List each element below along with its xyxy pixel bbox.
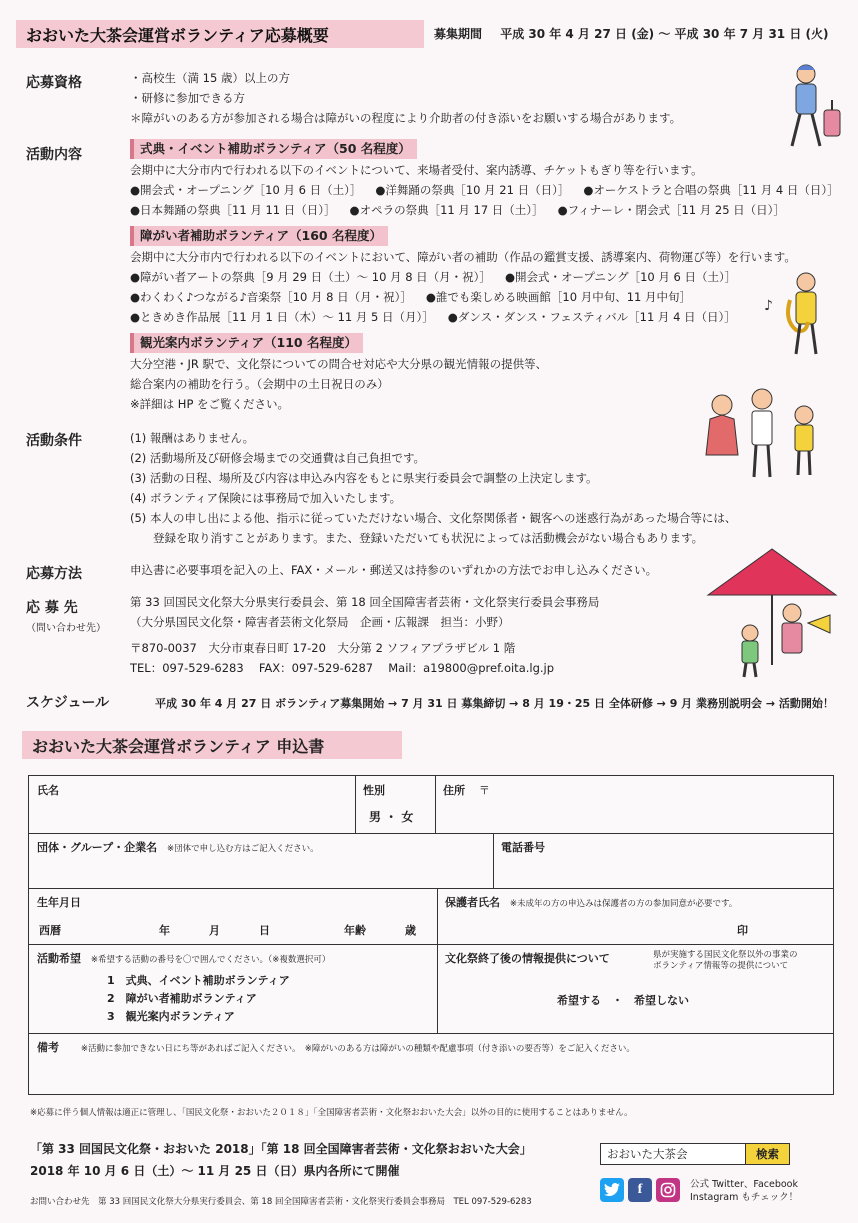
wish-label bbox=[37, 950, 330, 966]
eligibility-block bbox=[130, 68, 790, 128]
event-volunteer-title: 式典・イベント補助ボランティア（50 名程度） bbox=[130, 139, 417, 159]
group-cell[interactable] bbox=[29, 833, 493, 888]
traveler-illustration bbox=[770, 60, 850, 160]
social-icons bbox=[600, 1178, 680, 1202]
event-item: ●オペラの祭典［11 月 17 日（土）］ bbox=[349, 203, 544, 217]
phone-cell[interactable] bbox=[493, 833, 835, 888]
recruitment-period bbox=[434, 25, 828, 42]
event-item: ●ときめき作品展［11 月 1 日（木）～ 11 月 5 日（月）］ bbox=[130, 310, 434, 324]
remarks-label-text: 備考 bbox=[37, 1041, 59, 1054]
guardian-label bbox=[445, 894, 737, 910]
postal-mark: 〒 bbox=[478, 784, 490, 797]
birth-day: 日 bbox=[259, 924, 270, 937]
birth-cell[interactable] bbox=[29, 888, 437, 944]
event-item: ●誰でも楽しめる映画館［10 月中旬、11 月中旬］ bbox=[425, 290, 692, 304]
instagram-icon[interactable] bbox=[656, 1178, 680, 1202]
contact-line: TEL：097-529-6283 FAX：097-529-6287 Mail：a19800@pref.oita.lg.jp bbox=[130, 661, 555, 675]
remarks-cell[interactable] bbox=[29, 1033, 835, 1096]
search-button[interactable]: 検索 bbox=[745, 1144, 789, 1164]
contact-subheading: （問い合わせ先） bbox=[26, 623, 106, 634]
event-item: ●フィナーレ・閉会式［11 月 25 日（日）］ bbox=[557, 203, 785, 217]
birth-era: 西暦 bbox=[39, 924, 61, 937]
info-note-line: ボランティア情報等の提供について bbox=[653, 961, 789, 971]
event-list-row bbox=[130, 287, 790, 307]
schedule-heading: スケジュール bbox=[26, 695, 110, 711]
guardian-note: ※未成年の方の申込みは保護者の方の参加同意が必要です。 bbox=[509, 899, 738, 909]
facebook-icon[interactable]: f bbox=[628, 1178, 652, 1202]
name-label: 氏名 bbox=[37, 784, 59, 797]
group-label bbox=[37, 839, 319, 855]
saxophone-player-illustration bbox=[760, 270, 840, 360]
guardian-label-text: 保護者氏名 bbox=[445, 896, 500, 909]
contact-heading bbox=[26, 597, 106, 634]
tourism-line: 総合案内の補助を行う。（会期中の土日祝日のみ） bbox=[130, 377, 389, 391]
eligibility-heading: 応募資格 bbox=[26, 75, 82, 91]
event-list-row bbox=[130, 180, 839, 200]
gender-label: 性別 bbox=[363, 784, 385, 797]
wish-option-2[interactable]: 2 障がい者補助ボランティア bbox=[107, 992, 257, 1005]
schedule-text: 平成 30 年 4 月 27 日 ボランティア募集開始 → 7 月 31 日 募集締切 → 8 月 19・25 日 全体研修 → 9 月 業務別説明会 → 活動開始！ bbox=[155, 697, 834, 710]
wish-option-3[interactable]: 3 観光案内ボランティア bbox=[107, 1010, 235, 1023]
age-label: 年齢 bbox=[344, 924, 366, 937]
event-list-row bbox=[130, 200, 790, 220]
address-label bbox=[443, 782, 490, 798]
method-text bbox=[130, 560, 790, 580]
method-heading: 応募方法 bbox=[26, 566, 82, 582]
gender-options[interactable]: 男 ・ 女 bbox=[369, 810, 414, 824]
festival-date: 2018 年 10 月 6 日（土）～ 11 月 25 日（日）県内各所にて開催 bbox=[30, 1164, 400, 1178]
contact-block bbox=[130, 592, 790, 678]
method-line: 申込書に必要事項を記入の上、FAX・メール・郵送又は持参のいずれかの方法でお申し込みください。 bbox=[130, 563, 658, 577]
condition-line: 登録を取り消すことがあります。また、登録いただいても状況によっては活動機会がない場合もあります。 bbox=[130, 531, 704, 545]
search-query[interactable]: おおいた大茶会 bbox=[607, 1147, 688, 1161]
phone-label: 電話番号 bbox=[501, 841, 545, 854]
event-list-row bbox=[130, 307, 790, 327]
birth-month: 月 bbox=[209, 924, 220, 937]
event-item: ●開会式・オープニング［10 月 6 日（土）］ bbox=[130, 183, 362, 197]
eligibility-line: ・研修に参加できる方 bbox=[130, 91, 245, 105]
wish-option-1[interactable]: 1 式典、イベント補助ボランティア bbox=[107, 974, 290, 987]
condition-line: (3) 活動の日程、場所及び内容は申込み内容をもとに県実行委員会で調整の上決定します。 bbox=[130, 471, 598, 485]
event-item: ●障がい者アートの祭典［9 月 29 日（土）～ 10 月 8 日（月・祝）］ bbox=[130, 270, 491, 284]
remarks-note: ※活動に参加できない日にち等があればご記入ください。 ※障がいのある方は障がいの種類や配慮事項（付き添いの要否等）をご記入ください。 bbox=[80, 1044, 635, 1054]
contact-line: 第 33 回国民文化祭大分県実行委員会、第 18 回全国障害者芸術・文化祭実行委員会事務局 bbox=[130, 595, 600, 609]
birth-year: 年 bbox=[159, 924, 170, 937]
svg-text:♪: ♪ bbox=[764, 298, 773, 314]
age-unit: 歳 bbox=[405, 924, 416, 937]
social-line: Instagram もチェック！ bbox=[690, 1192, 799, 1203]
info-options[interactable]: 希望する ・ 希望しない bbox=[557, 994, 689, 1007]
period-label: 募集期間 bbox=[434, 27, 483, 41]
remarks-label bbox=[37, 1039, 635, 1055]
address-cell[interactable] bbox=[435, 776, 835, 833]
eligibility-line: ・高校生（満 15 歳）以上の方 bbox=[130, 71, 290, 85]
conditions-block bbox=[130, 428, 790, 548]
privacy-note: ※応募に伴う個人情報は適正に管理し、「国民文化祭・おおいた２０１８」「全国障害者芸術・文化祭おおいた大会」以外の目的に使用することはありません。 bbox=[30, 1108, 633, 1118]
twitter-icon[interactable] bbox=[600, 1178, 624, 1202]
event-item: ●オーケストラと合唱の祭典［11 月 4 日（日）］ bbox=[583, 183, 839, 197]
festival-title: 「第 33 回国民文化祭・おおいた 2018」「第 18 回全国障害者芸術・文化祭おおいた大会」 bbox=[30, 1142, 532, 1156]
wish-label-text: 活動希望 bbox=[37, 952, 81, 965]
seal-mark: 印 bbox=[737, 924, 748, 937]
umbrella-group-illustration bbox=[700, 545, 840, 680]
info-note-line: 県が実施する国民文化祭以外の事業の bbox=[653, 950, 798, 960]
event-item: ●洋舞踊の祭典［10 月 21 日（日）］ bbox=[375, 183, 570, 197]
info-note bbox=[653, 950, 798, 972]
event-item: ●日本舞踊の祭典［11 月 11 日（日）］ bbox=[130, 203, 336, 217]
group-note: ※団体で申し込む方はご記入ください。 bbox=[166, 844, 319, 854]
eligibility-line: ＊障がいのある方が参加される場合は障がいの程度により介助者の付き添いをお願いする場合があります。 bbox=[130, 111, 682, 125]
period-value: 平成 30 年 4 月 27 日 (金) ～ 平成 30 年 7 月 31 日 (火) bbox=[500, 27, 829, 41]
contact-line: 〒870-0037 大分市東春日町 17-20 大分第 2 ソフィアプラザビル 1 階 bbox=[130, 641, 516, 655]
application-form bbox=[28, 775, 834, 1095]
disability-volunteer-desc: 会期中に大分市内で行われる以下のイベントにおいて、障がい者の補助（作品の鑑賞支援、誘導案内、荷物運び等）を行います。 bbox=[130, 250, 796, 264]
family-illustration bbox=[700, 385, 830, 485]
activities-block bbox=[130, 137, 839, 414]
social-line: 公式 Twitter、Facebook bbox=[690, 1179, 798, 1190]
wish-options bbox=[107, 972, 290, 1026]
gender-cell[interactable] bbox=[355, 776, 435, 833]
contact-line: （大分県国民文化祭・障害者芸術文化祭局 企画・広報課 担当：小野） bbox=[130, 615, 510, 629]
tourism-line: 大分空港・JR 駅で、文化祭についての問合せ対応や大分県の観光情報の提供等、 bbox=[130, 357, 548, 371]
tourism-line: ※詳細は HP をご覧ください。 bbox=[130, 397, 290, 411]
search-box[interactable] bbox=[600, 1143, 790, 1165]
conditions-heading: 活動条件 bbox=[26, 433, 82, 449]
tourism-volunteer-title: 観光案内ボランティア（110 名程度） bbox=[130, 333, 363, 353]
event-volunteer-desc: 会期中に大分市内で行われる以下のイベントについて、来場者受付、案内誘導、チケットもぎり等を行います。 bbox=[130, 163, 703, 177]
address-label-text: 住所 bbox=[443, 784, 465, 797]
page-title: おおいた大茶会運営ボランティア応募概要 bbox=[16, 20, 424, 48]
wish-cell[interactable] bbox=[29, 944, 437, 1033]
event-item: ●開会式・オープニング［10 月 6 日（土）］ bbox=[504, 270, 737, 284]
group-label-text: 団体・グループ・企業名 bbox=[37, 841, 158, 854]
event-item: ●ダンス・ダンス・フェスティバル［11 月 4 日（日）］ bbox=[447, 310, 736, 324]
form-title: おおいた大茶会運営ボランティア 申込書 bbox=[22, 731, 402, 759]
condition-line: (4) ボランティア保険には事務局で加入いたします。 bbox=[130, 491, 402, 505]
info-label: 文化祭終了後の情報提供について bbox=[445, 952, 610, 965]
social-text bbox=[690, 1178, 798, 1204]
activities-heading: 活動内容 bbox=[26, 147, 82, 163]
birth-label: 生年月日 bbox=[37, 896, 81, 909]
info-cell[interactable] bbox=[437, 944, 835, 1033]
event-item: ●わくわく♪つながる♪音楽祭［10 月 8 日（月・祝）］ bbox=[130, 290, 412, 304]
event-list-row bbox=[130, 267, 790, 287]
contact-heading-text: 応 募 先 bbox=[26, 600, 78, 616]
condition-line: (5) 本人の申し出による他、指示に従っていただけない場合、文化祭関係者・観客への迷惑行為があった場合等には、 bbox=[130, 511, 737, 525]
condition-line: (2) 活動場所及び研修会場までの交通費は自己負担です。 bbox=[130, 451, 426, 465]
wish-note: ※希望する活動の番号を〇で囲んでください。（※複数選択可） bbox=[90, 955, 331, 965]
name-cell[interactable] bbox=[29, 776, 355, 833]
footer-contact: お問い合わせ先 第 33 回国民文化祭大分県実行委員会、第 18 回全国障害者芸術・文化祭実行委員会事務局 TEL 097-529-6283 bbox=[30, 1197, 532, 1207]
condition-line: (1) 報酬はありません。 bbox=[130, 431, 255, 445]
disability-volunteer-title: 障がい者補助ボランティア（160 名程度） bbox=[130, 226, 388, 246]
guardian-cell[interactable] bbox=[437, 888, 835, 944]
